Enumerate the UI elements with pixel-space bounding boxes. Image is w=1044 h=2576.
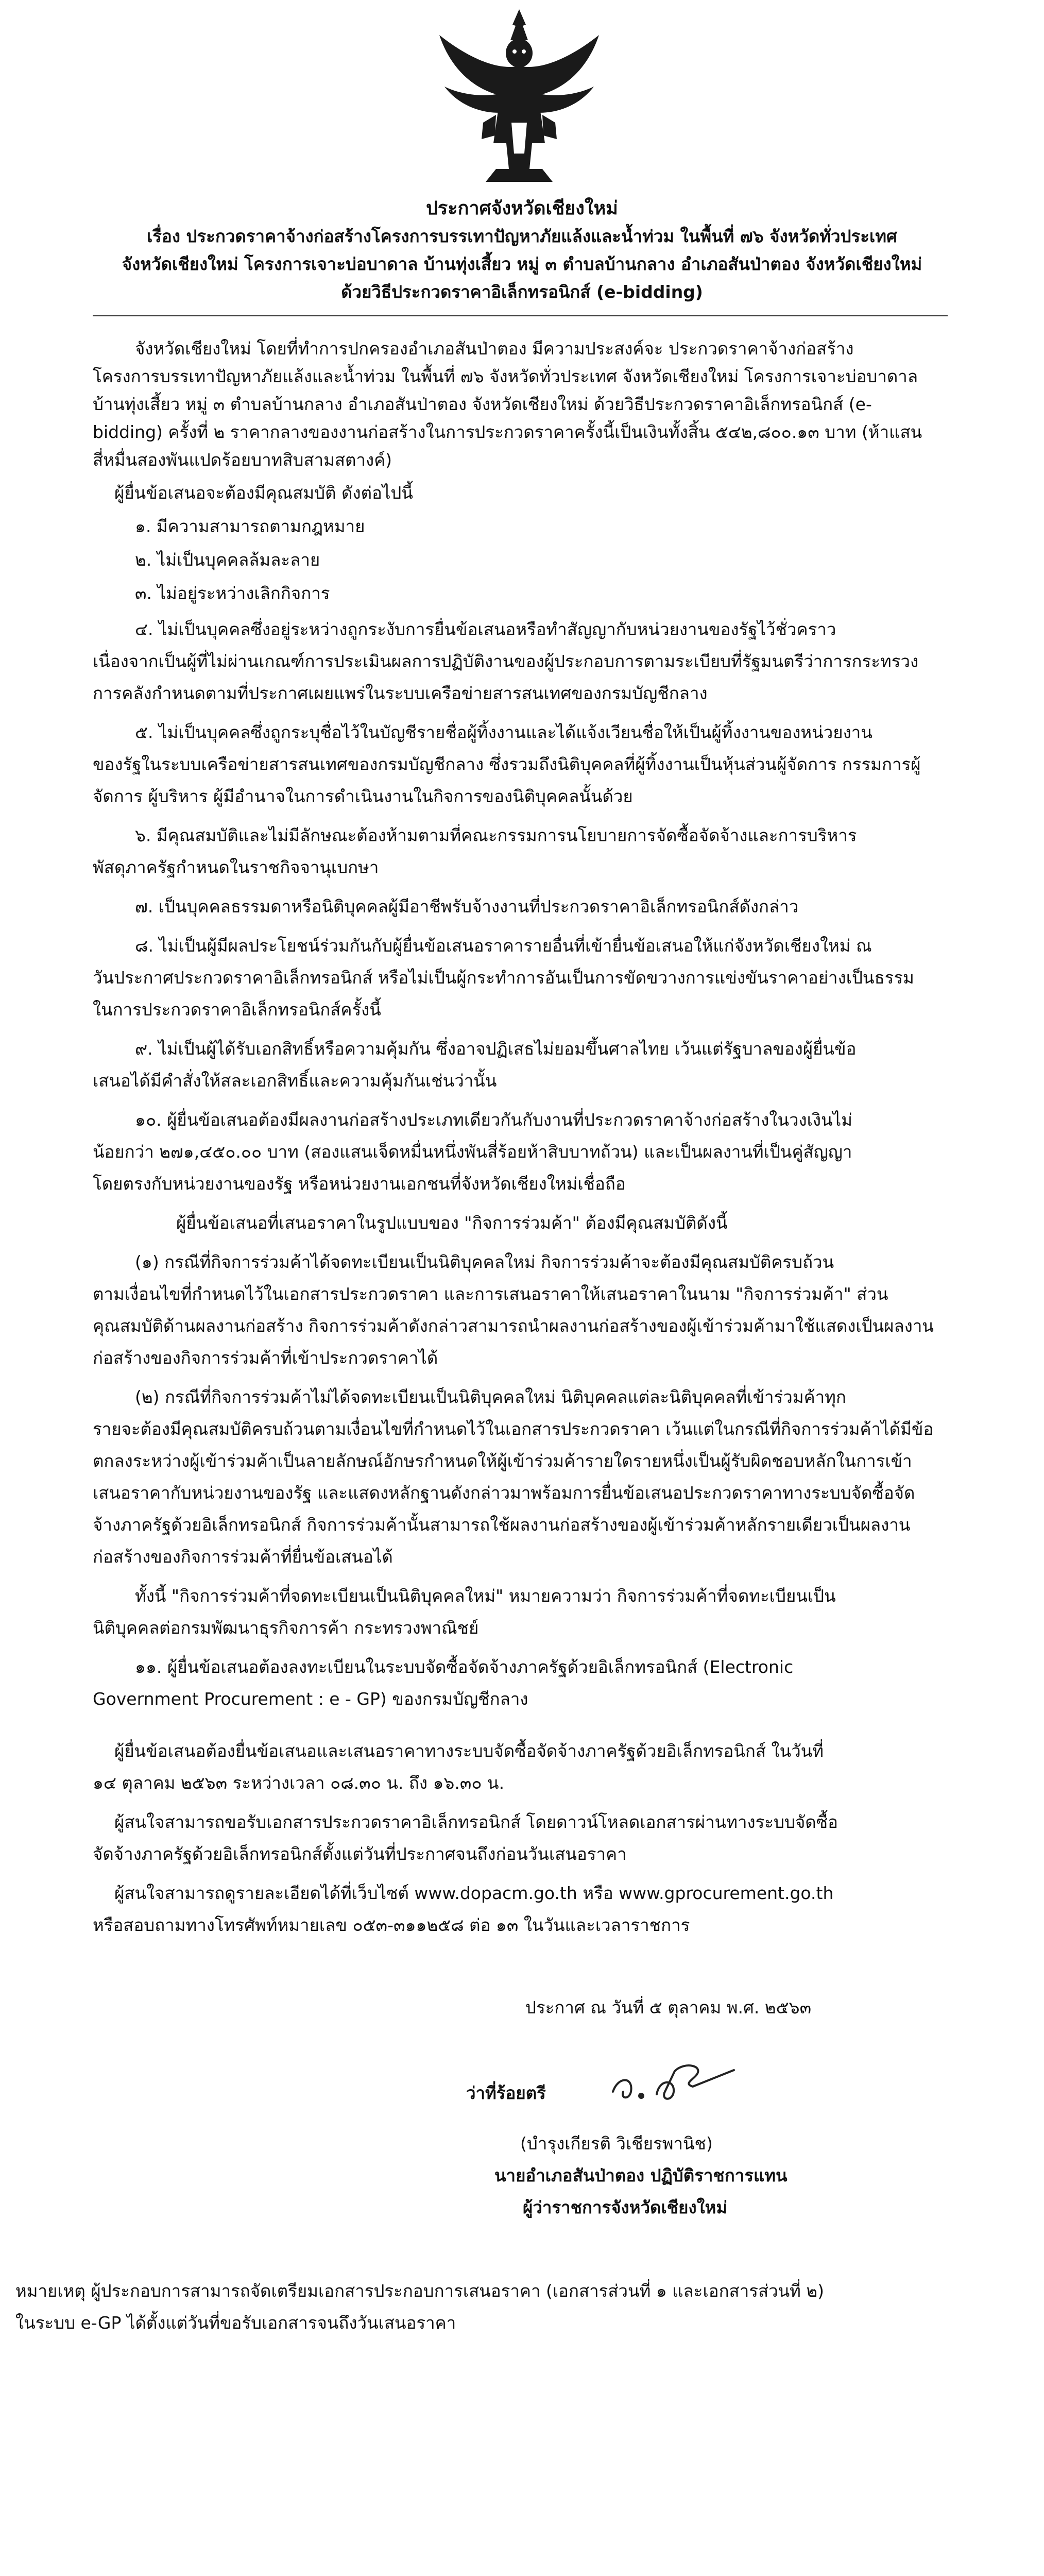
body-line: รายจะต้องมีคุณสมบัติครบถ้วนตามเงื่อนไขที่กำหนดไว้ในเอกสารประกวดราคา เว้นแต่ในกรณีที่กิจการร่วมค้าได้มีข้อ bbox=[93, 1419, 934, 1439]
document-title: ประกาศจังหวัดเชียงใหม่ bbox=[426, 198, 618, 219]
download-info-line: จัดจ้างภาครัฐด้วยอิเล็กทรอนิกส์ตั้งแต่วันที่ประกาศจนถึงก่อนวันเสนอราคา bbox=[93, 1844, 627, 1864]
body-line: พัสดุภาครัฐกำหนดในราชกิจจานุเบกษา bbox=[93, 857, 379, 877]
body-line: น้อยกว่า ๒๗๑,๔๕๐.๐๐ บาท (สองแสนเจ็ดหมื่นหนึ่งพันสี่ร้อยห้าสิบบาทถ้วน) และเป็นผลงานที่เป็นคู่สัญญา bbox=[93, 1142, 852, 1162]
body-line: ก่อสร้างของกิจการร่วมค้าที่เข้าประกวดราคาได้ bbox=[93, 1348, 438, 1368]
joint-venture-heading: ผู้ยื่นข้อเสนอที่เสนอราคาในรูปแบบของ "กิจการร่วมค้า" ต้องมีคุณสมบัติดังนี้ bbox=[176, 1213, 728, 1233]
subject-line-2: จังหวัดเชียงใหม่ โครงการเจาะบ่อบาดาล บ้านทุ่งเสี้ยว หมู่ ๓ ตำบลบ้านกลาง อำเภอสันป่าตอง จังหวัดเชียงใหม่ bbox=[122, 254, 922, 274]
garuda-emblem-icon bbox=[434, 4, 604, 187]
body-line: เนื่องจากเป็นผู้ที่ไม่ผ่านเกณฑ์การประเมินผลการปฏิบัติงานของผู้ประกอบการตามระเบียบที่รัฐมนตรีว่าการกระทรวง bbox=[93, 651, 919, 671]
qualification-item: ๒. ไม่เป็นบุคคลล้มละลาย bbox=[135, 550, 320, 570]
subject-line-3: ด้วยวิธีประกวดราคาอิเล็กทรอนิกส์ (e-bidding) bbox=[341, 282, 703, 302]
body-line: คุณสมบัติด้านผลงานก่อสร้าง กิจการร่วมค้าดังกล่าวสามารถนำผลงานก่อสร้างของผู้เข้าร่วมค้ามาใช้แสดงเป็นผลงาน bbox=[93, 1316, 934, 1336]
qualification-item: ๑๑. ผู้ยื่นข้อเสนอต้องลงทะเบียนในระบบจัดซื้อจัดจ้างภาครัฐด้วยอิเล็กทรอนิกส์ (Electronic bbox=[135, 1657, 794, 1677]
body-line: ตามเงื่อนไขที่กำหนดไว้ในเอกสารประกวดราคา และการเสนอราคาให้เสนอราคาในนาม "กิจการร่วมค้า" ส่วน bbox=[93, 1284, 888, 1304]
announcement-date: ประกาศ ณ วันที่ ๕ ตุลาคม พ.ศ. ๒๕๖๓ bbox=[525, 1997, 812, 2018]
footer-note-line-1: หมายเหตุ ผู้ประกอบการสามารถจัดเตรียมเอกสารประกอบการเสนอราคา (เอกสารส่วนที่ ๑ และเอกสารส่วนที่ ๒) bbox=[15, 2281, 825, 2301]
qualification-item: ๕. ไม่เป็นบุคคลซึ่งถูกระบุชื่อไว้ในบัญชีรายชื่อผู้ทิ้งงานและได้แจ้งเวียนชื่อให้เป็นผู้ทิ้งงานของหน่วยงาน bbox=[135, 722, 872, 742]
download-info-line: ผู้สนใจสามารถขอรับเอกสารประกวดราคาอิเล็กทรอนิกส์ โดยดาวน์โหลดเอกสารผ่านทางระบบจัดซื้อ bbox=[114, 1812, 838, 1832]
body-line: ตกลงระหว่างผู้เข้าร่วมค้าเป็นลายลักษณ์อักษรกำหนดให้ผู้เข้าร่วมค้ารายใดรายหนึ่งเป็นผู้รับผิดชอบหลักในการเข้า bbox=[93, 1451, 912, 1471]
body-line: ของรัฐในระบบเครือข่ายสารสนเทศของกรมบัญชีกลาง ซึ่งรวมถึงนิติบุคคลที่ผู้ทิ้งงานเป็นหุ้นส่วนผู้จัดการ กรรมการผู้ bbox=[93, 754, 921, 774]
contact-info-line: ผู้สนใจสามารถดูรายละเอียดได้ที่เว็บไซต์ www.dopacm.go.th หรือ www.gprocurement.go.th bbox=[114, 1883, 834, 1903]
body-line: ในการประกวดราคาอิเล็กทรอนิกส์ครั้งนี้ bbox=[93, 999, 381, 1020]
joint-venture-item: (๑) กรณีที่กิจการร่วมค้าได้จดทะเบียนเป็นนิติบุคคลใหม่ กิจการร่วมค้าจะต้องมีคุณสมบัติครบถ้วน bbox=[135, 1252, 834, 1272]
body-line: โดยตรงกับหน่วยงานของรัฐ หรือหน่วยงานเอกชนที่จังหวัดเชียงใหม่เชื่อถือ bbox=[93, 1174, 626, 1194]
qualification-item: ๓. ไม่อยู่ระหว่างเลิกกิจการ bbox=[135, 583, 330, 603]
acting-rank-label: ว่าที่ร้อยตรี bbox=[466, 2083, 546, 2103]
submission-line: ผู้ยื่นข้อเสนอต้องยื่นข้อเสนอและเสนอราคาทางระบบจัดซื้อจัดจ้างภาครัฐด้วยอิเล็กทรอนิกส์ ในวันที่ bbox=[114, 1741, 824, 1761]
qualification-item: ๑๐. ผู้ยื่นข้อเสนอต้องมีผลงานก่อสร้างประเภทเดียวกันกับงานที่ประกวดราคาจ้างก่อสร้างในวงเงินไม่ bbox=[135, 1110, 852, 1130]
handwritten-signature-icon bbox=[608, 2056, 742, 2112]
body-line: bidding) ครั้งที่ ๒ ราคากลางของงานก่อสร้างในการประกวดราคาครั้งนี้เป็นเงินทั้งสิ้น ๕๔๒,๘๐๐.๑๓ บาท (ห้าแสน bbox=[93, 422, 922, 442]
body-line: บ้านทุ่งเสี้ยว หมู่ ๓ ตำบลบ้านกลาง อำเภอสันป่าตอง จังหวัดเชียงใหม่ ด้วยวิธีประกวดราคาอิเล็กทรอนิกส์ (e- bbox=[93, 394, 872, 414]
submission-date: ๑๔ ตุลาคม ๒๕๖๓ ระหว่างเวลา ๐๘.๓๐ น. ถึง ๑๖.๓๐ น. bbox=[93, 1773, 505, 1793]
signer-position-line2: ผู้ว่าราชการจังหวัดเชียงใหม่ bbox=[523, 2197, 728, 2217]
qualification-item: ๘. ไม่เป็นผู้มีผลประโยชน์ร่วมกันกับผู้ยื่นข้อเสนอราคารายอื่นที่เข้ายื่นข้อเสนอให้แก่จังหวัดเชียงใหม่ ณ bbox=[135, 936, 872, 956]
body-line: จัดการ ผู้บริหาร ผู้มีอำนาจในการดำเนินงานในกิจการของนิติบุคคลนั้นด้วย bbox=[93, 786, 633, 806]
body-line: โครงการบรรเทาปัญหาภัยแล้งและน้ำท่วม ในพื้นที่ ๗๖ จังหวัดทั่วประเทศ จังหวัดเชียงใหม่ โครงการเจาะบ่อบาดาล bbox=[93, 366, 918, 386]
signer-position-line1: นายอำเภอสันป่าตอง ปฏิบัติราชการแทน bbox=[494, 2165, 788, 2185]
body-line: จ้างภาครัฐด้วยอิเล็กทรอนิกส์ กิจการร่วมค้านั้นสามารถใช้ผลงานก่อสร้างของผู้เข้าร่วมค้าหลักรายเดียวเป็นผลงาน bbox=[93, 1515, 911, 1535]
qualification-item: ๗. เป็นบุคคลธรรมดาหรือนิติบุคคลผู้มีอาชีพรับจ้างงานที่ประกวดราคาอิเล็กทรอนิกส์ดังกล่าว bbox=[135, 896, 799, 917]
qualification-item: ๑. มีความสามารถตามกฎหมาย bbox=[135, 516, 365, 536]
qualifications-heading: ผู้ยื่นข้อเสนอจะต้องมีคุณสมบัติ ดังต่อไปนี้ bbox=[114, 483, 413, 503]
signer-name: (บำรุงเกียรติ วิเชียรพานิช) bbox=[520, 2133, 713, 2154]
header-divider bbox=[93, 315, 948, 316]
body-line: ก่อสร้างของกิจการร่วมค้าที่ยื่นข้อเสนอได้ bbox=[93, 1547, 393, 1567]
qualification-item: ๔. ไม่เป็นบุคคลซึ่งอยู่ระหว่างถูกระงับการยื่นข้อเสนอหรือทำสัญญากับหน่วยงานของรัฐไว้ชั่วคราว bbox=[135, 619, 836, 639]
body-line: จังหวัดเชียงใหม่ โดยที่ทำการปกครองอำเภอสันป่าตอง มีความประสงค์จะ ประกวดราคาจ้างก่อสร้าง bbox=[135, 338, 854, 359]
body-line: เสนอได้มีคำสั่งให้สละเอกสิทธิ์และความคุ้มกันเช่นว่านั้น bbox=[93, 1071, 497, 1091]
footer-note-line-2: ในระบบ e-GP ได้ตั้งแต่วันที่ขอรับเอกสารจนถึงวันเสนอราคา bbox=[15, 2313, 456, 2333]
definition-line: ทั้งนี้ "กิจการร่วมค้าที่จดทะเบียนเป็นนิติบุคคลใหม่" หมายความว่า กิจการร่วมค้าที่จดทะเบียนเป็น bbox=[135, 1586, 836, 1606]
body-line: การคลังกำหนดตามที่ประกาศเผยแพร่ในระบบเครือข่ายสารสนเทศของกรมบัญชีกลาง bbox=[93, 683, 708, 703]
qualification-item: ๙. ไม่เป็นผู้ได้รับเอกสิทธิ์หรือความคุ้มกัน ซึ่งอาจปฏิเสธไม่ยอมขึ้นศาลไทย เว้นแต่รัฐบาลของผู้ยื่นข้อ bbox=[135, 1039, 857, 1059]
body-line: วันประกาศประกวดราคาอิเล็กทรอนิกส์ หรือไม่เป็นผู้กระทำการอันเป็นการขัดขวางการแข่งขันราคาอย่างเป็นธรรม bbox=[93, 968, 914, 988]
body-line: นิติบุคคลต่อกรมพัฒนาธุรกิจการค้า กระทรวงพาณิชย์ bbox=[93, 1618, 479, 1638]
qualification-item: ๖. มีคุณสมบัติและไม่มีลักษณะต้องห้ามตามที่คณะกรรมการนโยบายการจัดซื้อจัดจ้างและการบริหาร bbox=[135, 825, 857, 845]
body-line: Government Procurement : e - GP) ของกรมบัญชีกลาง bbox=[93, 1689, 528, 1709]
body-line: สี่หมื่นสองพันแปดร้อยบาทสิบสามสตางค์) bbox=[93, 450, 392, 470]
contact-info-line: หรือสอบถามทางโทรศัพท์หมายเลข ๐๕๓-๓๑๑๒๕๘ ต่อ ๑๓ ในวันและเวลาราชการ bbox=[93, 1915, 690, 1935]
body-line: เสนอราคากับหน่วยงานของรัฐ และแสดงหลักฐานดังกล่าวมาพร้อมการยื่นข้อเสนอประกวดราคาทางระบบจัดซื้อจัด bbox=[93, 1483, 915, 1503]
joint-venture-item: (๒) กรณีที่กิจการร่วมค้าไม่ได้จดทะเบียนเป็นนิติบุคคลใหม่ นิติบุคคลแต่ละนิติบุคคลที่เข้าร่วมค้าทุก bbox=[135, 1387, 846, 1407]
subject-line-1: เรื่อง ประกวดราคาจ้างก่อสร้างโครงการบรรเทาปัญหาภัยแล้งและน้ำท่วม ในพื้นที่ ๗๖ จังหวัดทั่วประเทศ bbox=[147, 226, 897, 246]
